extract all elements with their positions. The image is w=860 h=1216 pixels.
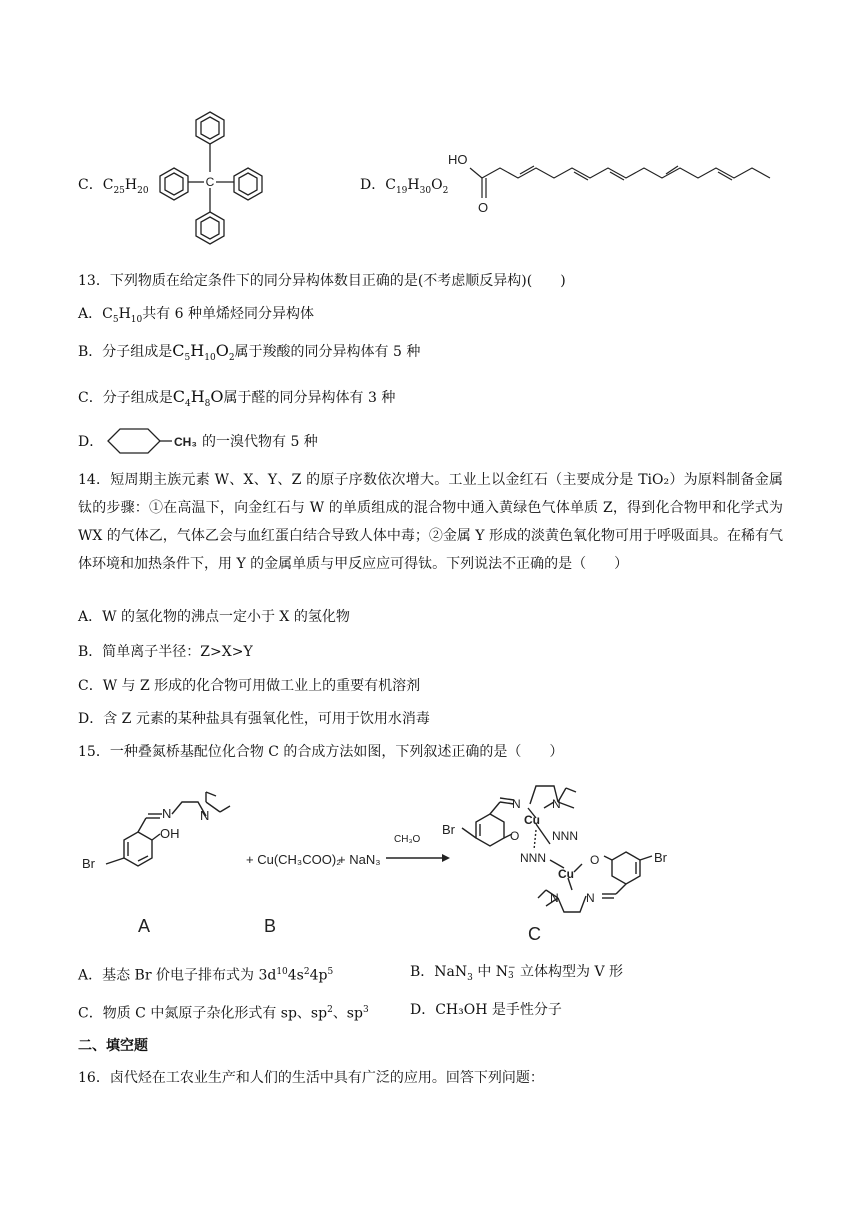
svg-text:Br: Br	[82, 856, 95, 871]
methylcyclohexane-structure	[104, 424, 204, 458]
q13-option-d-text: 的一溴代物有 5 种	[202, 434, 318, 450]
svg-text:O: O	[510, 829, 520, 843]
q13-option-c[interactable]: C．分子组成是$C_4H_8O$属于醛的同分异构体有 3 种	[78, 387, 396, 410]
q13-option-a[interactable]: A．$C_5H_{10}$共有 6 种单烯烃同分异构体	[78, 306, 315, 325]
hydroxyl-label: HO	[448, 152, 468, 167]
svg-text:Cu: Cu	[524, 813, 540, 827]
section-heading: 二、填空题	[78, 1038, 148, 1054]
svg-text:NNN: NNN	[520, 851, 546, 865]
carbonyl-o-label: O	[478, 200, 489, 215]
q14-option-d[interactable]: D．含 Z 元素的某种盐具有强氧化性，可用于饮用水消毒	[78, 711, 430, 727]
svg-text:Br: Br	[442, 822, 455, 837]
q15-option-b[interactable]: B．NaN$_3$ 中 N− 3 立体构型为 V 形	[410, 963, 624, 983]
q15-stem: 15．一种叠氮桥基配位化合物 C 的合成方法如图，下列叙述正确的是（ ）	[78, 744, 564, 760]
q16-stem: 16．卤代烃在工农业生产和人们的生活中具有广泛的应用。回答下列问题：	[78, 1070, 544, 1086]
svg-text:Br: Br	[654, 850, 667, 865]
label-c: C	[528, 924, 541, 944]
svg-text:N: N	[512, 797, 521, 811]
q14-stem: 14．短周期主族元素 W、X、Y、Z 的原子序数依次增大。工业上以金红石（主要成分是 TiO₂）为原料制备金属钛的步骤：①在高温下，向金红石与 W 的单质组成的混合物中通入黄绿色气体单质 Z，得到化合物甲和化学式为 WX 的气体乙，气体乙会与血红蛋白结合导致人体中毒；②金属 Y 形成的淡黄色氧化物可用于呼吸面具。在稀有气体环境和加热条件下，用 Y 的金属单质与甲反应应可得钛。下列说法不正确的是（ ）	[78, 472, 783, 572]
tetraphenylmethane-structure	[152, 106, 272, 256]
svg-text:N: N	[162, 806, 172, 821]
methyl-label: CH₃	[174, 435, 197, 449]
q15-option-c[interactable]: C．物质 C 中氮原子杂化形式有 sp、$sp^2$、$sp^3$	[78, 1005, 369, 1022]
q14-option-c[interactable]: C．W 与 Z 形成的化合物可用做工业上的重要有机溶剂	[78, 678, 421, 694]
q15-option-d[interactable]: D．CH₃OH 是手性分子	[410, 1002, 562, 1018]
fatty-acid-structure	[440, 146, 780, 216]
label-b: B	[264, 916, 277, 936]
q14-option-a[interactable]: A．W 的氢化物的沸点一定小于 X 的氢化物	[78, 609, 350, 625]
svg-text:OH: OH	[160, 826, 180, 841]
svg-text:O: O	[590, 853, 600, 867]
reagent-b: + Cu(CH₃COO)₂	[246, 852, 342, 867]
q13-option-b[interactable]: B．分子组成是$C_5H_{10}O_2$属于羧酸的同分异构体有 5 种	[78, 341, 421, 364]
q12-option-d-label: D．$C_{19}H_{30}O_2$	[360, 177, 449, 196]
svg-text:N: N	[550, 891, 559, 905]
q14-option-b[interactable]: B．简单离子半径：Z>X>Y	[78, 644, 253, 660]
svg-text:Cu: Cu	[558, 867, 574, 881]
q12-option-c-label: C．$C_{25}H_{20}$	[78, 177, 149, 196]
svg-text:N: N	[552, 797, 561, 811]
svg-text:N: N	[586, 891, 595, 905]
reagent-nan3: + NaN₃	[338, 852, 381, 867]
q13-stem: 13．下列物质在给定条件下的同分异构体数目正确的是(不考虑顺反异构)( )	[78, 273, 566, 289]
product-c-structure	[440, 772, 690, 950]
center-carbon-label: C	[205, 175, 215, 189]
svg-text:N: N	[200, 808, 210, 823]
svg-text:NNN: NNN	[552, 829, 578, 843]
solvent-label: CH₃O	[394, 834, 421, 845]
label-a: A	[138, 916, 151, 936]
q13-option-d[interactable]: D．	[78, 434, 104, 450]
q15-option-a[interactable]: A．基态 Br 价电子排布式为 $3d^{10}4s^24p^5$	[78, 967, 334, 984]
